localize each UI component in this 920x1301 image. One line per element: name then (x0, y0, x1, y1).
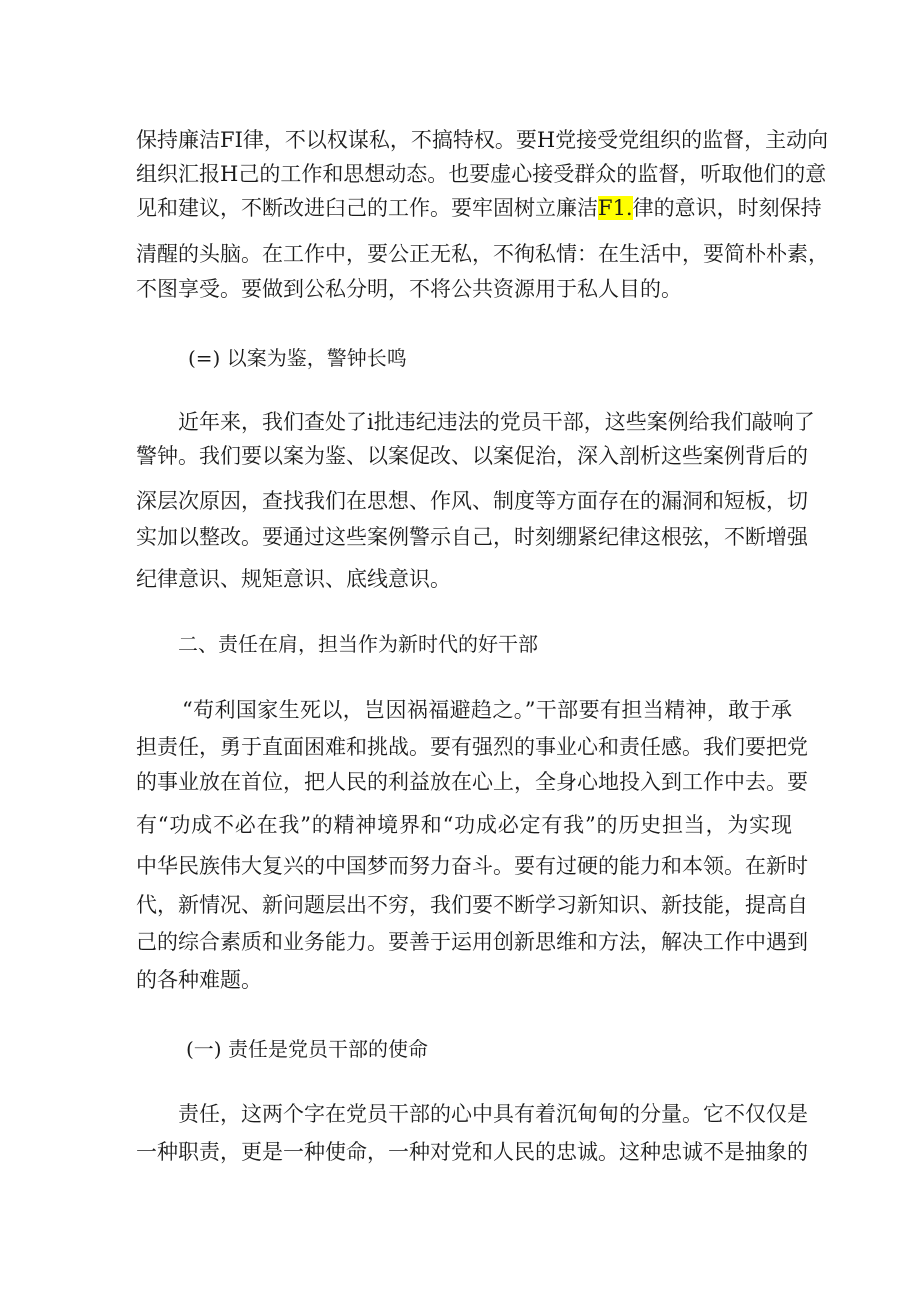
paragraph-2-line-5: 纪律意识、规矩意识、底线意识。 (136, 567, 451, 591)
paragraph-2-line-1: 近年来，我们查处了i批违纪违法的党员干部，这些案例给我们敲响了 (178, 410, 815, 434)
section-heading-mission: (一) 责任是党员干部的使命 (186, 1037, 428, 1061)
paragraph-1-line-4: 清醒的头脑。在工作中，要公正无私，不徇私情：在生活中，要简朴朴素， (136, 242, 829, 266)
paragraph-3-line-7: 己的综合素质和业务能力。要善于运用创新思维和方法，解决工作中遇到 (136, 930, 808, 954)
paragraph-2-line-4: 实加以整改。要通过这些案例警示自己，时刻绷紧纪律这根弦，不断增强 (136, 525, 808, 549)
paragraph-1-line-5: 不图享受。要做到公私分明，不将公共资源用于私人目的。 (136, 277, 682, 301)
paragraph-1-line-2: 组织汇报H己的工作和思想动态。也要虚心接受群众的监督，听取他们的意 (136, 162, 827, 186)
text-run: 律的意识，时刻保持 (632, 196, 822, 220)
paragraph-3-line-3: 的事业放在首位，把人民的利益放在心上，全身心地投入到工作中去。要 (136, 770, 808, 794)
section-heading-case-warning: (=) 以案为鉴，警钟长鸣 (188, 346, 407, 370)
paragraph-1-line-1 (136, 123, 829, 157)
paragraph-3-line-4: 有“功成不必在我”的精神境界和“功成必定有我”的历史担当，为实现 (136, 813, 792, 837)
paragraph-3-line-5: 中华民族伟大复兴的中国梦而努力奋斗。要有过硬的能力和本领。在新时 (136, 854, 808, 878)
paragraph-3-line-8: 的各种难题。 (136, 968, 262, 992)
paragraph-3-line-6: 代，新情况、新问题层出不穷，我们要不断学习新知识、新技能，提高自 (136, 893, 808, 917)
paragraph-2-line-2: 警钟。我们要以案为鉴、以案促改、以案促治，深入剖析这些案例背后的 (136, 444, 808, 468)
paragraph-3-line-1: “苟利国家生死以，岂因祸福避趋之。”干部要有担当精神，敢于承 (182, 698, 792, 722)
section-heading-responsibility: 二、责任在肩，担当作为新时代的好干部 (178, 632, 538, 656)
text-run: 保持廉洁FI律，不以权谋私，不搞特权。要H党接受党组织的监督，主动向 (136, 128, 829, 152)
paragraph-4-line-2: 一种职责，更是一种使命，一种对党和人民的忠诚。这种忠诚不是抽象的 (136, 1140, 808, 1164)
paragraph-2-line-3: 深层次原因，查找我们在思想、作风、制度等方面存在的漏洞和短板，切 (136, 489, 808, 513)
text-run: 见和建议，不断改进臼己的工作。要牢固树立廉洁 (136, 196, 598, 220)
paragraph-1-line-3 (136, 191, 822, 225)
paragraph-3-line-2: 担责任，勇于直面困难和挑战。要有强烈的事业心和责任感。我们要把党 (136, 735, 808, 759)
highlighted-text: F1. (598, 196, 633, 220)
paragraph-4-line-1: 责任，这两个字在党员干部的心中具有着沉甸甸的分量。它不仅仅是 (178, 1102, 808, 1126)
